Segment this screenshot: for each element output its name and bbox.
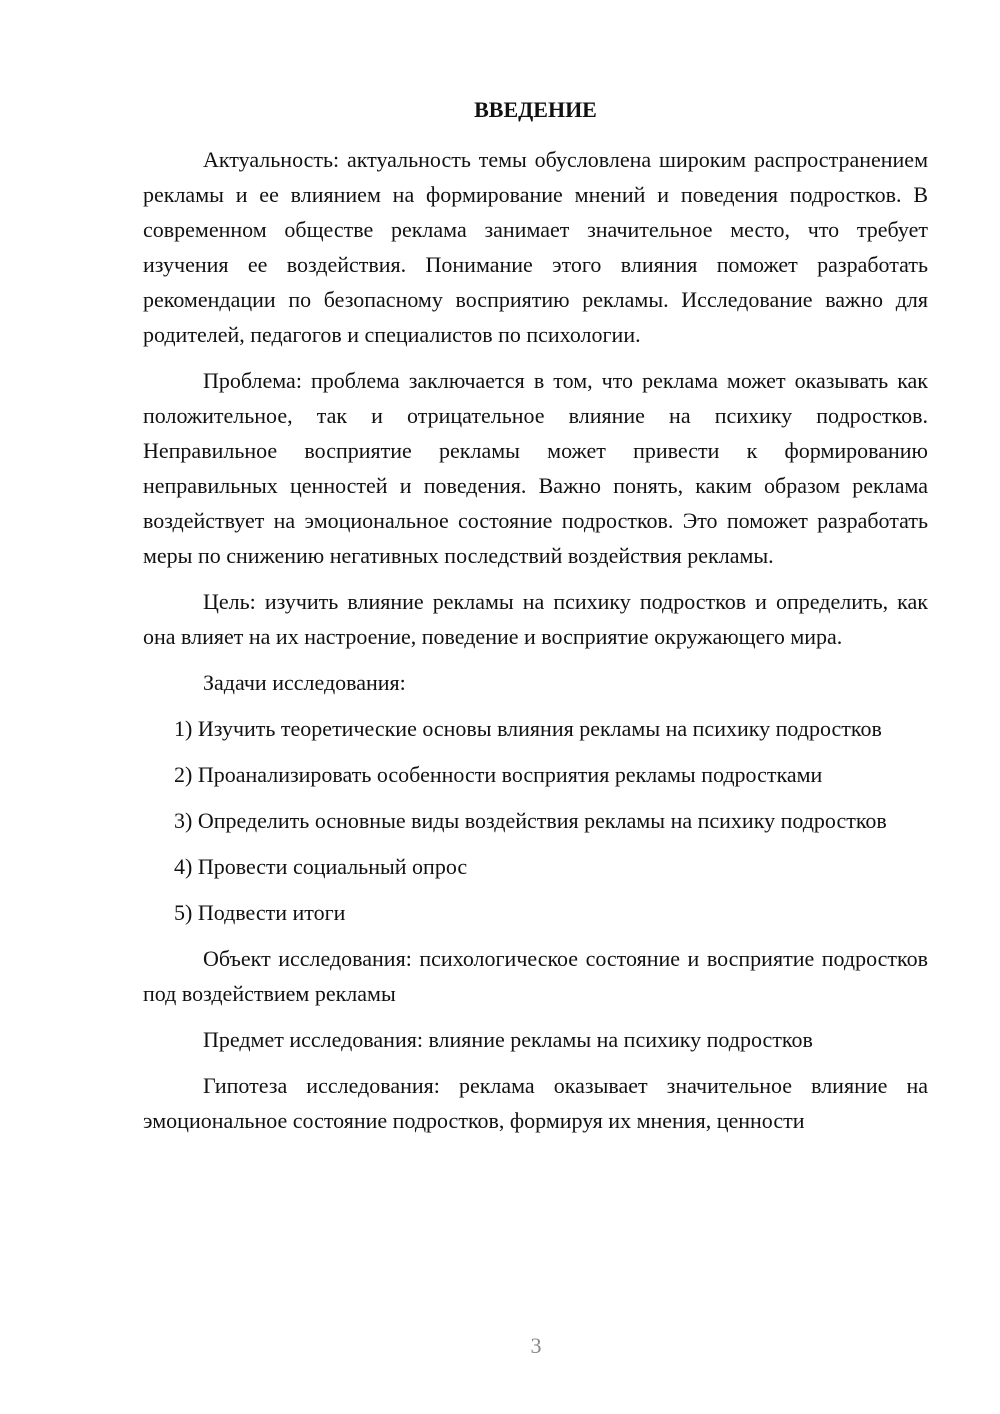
paragraph-problem: Проблема: проблема заключается в том, что реклама может оказывать как положительное, так и отрицательное влияние на психику подростков. Неправильное восприятие рекламы может привести к формированию неправильных ценностей и поведения. Важно понять, каким образом реклама воздействует на эмоциональное состояние подростков. Это поможет разработать меры по снижению негативных последствий воздействия рекламы. xyxy=(143,368,928,568)
task-item-2: 2) Проанализировать особенности восприятия рекламы подростками xyxy=(174,762,823,787)
task-item-3: 3) Определить основные виды воздействия рекламы на психику подростков xyxy=(174,808,887,833)
paragraph-relevance: Актуальность: актуальность темы обусловлена широким распространением рекламы и ее влиянием на формирование мнений и поведения подростков. В современном обществе реклама занимает значительное место, что требует изучения ее воздействия. Понимание этого влияния поможет разработать рекомендации по безопасному восприятию рекламы. Исследование важно для родителей, педагогов и специалистов по психологии. xyxy=(143,147,928,347)
task-item-4: 4) Провести социальный опрос xyxy=(174,854,468,879)
paragraph-hypothesis: Гипотеза исследования: реклама оказывает значительное влияние на эмоциональное состояние подростков, формируя их мнения, ценности xyxy=(143,1073,928,1133)
paragraph-object: Объект исследования: психологическое состояние и восприятие подростков под воздействием рекламы xyxy=(143,946,928,1006)
paragraph-goal: Цель: изучить влияние рекламы на психику подростков и определить, как она влияет на их настроение, поведение и восприятие окружающего мира. xyxy=(143,589,928,649)
page-number: 3 xyxy=(530,1333,542,1358)
document-body xyxy=(143,142,928,1149)
tasks-title: Задачи исследования: xyxy=(203,670,406,695)
paragraph-subject: Предмет исследования: влияние рекламы на психику подростков xyxy=(203,1027,813,1052)
task-item-5: 5) Подвести итоги xyxy=(174,900,346,925)
task-item-1: 1) Изучить теоретические основы влияния рекламы на психику подростков xyxy=(174,716,882,741)
page-heading: ВВЕДЕНИЕ xyxy=(474,97,597,122)
